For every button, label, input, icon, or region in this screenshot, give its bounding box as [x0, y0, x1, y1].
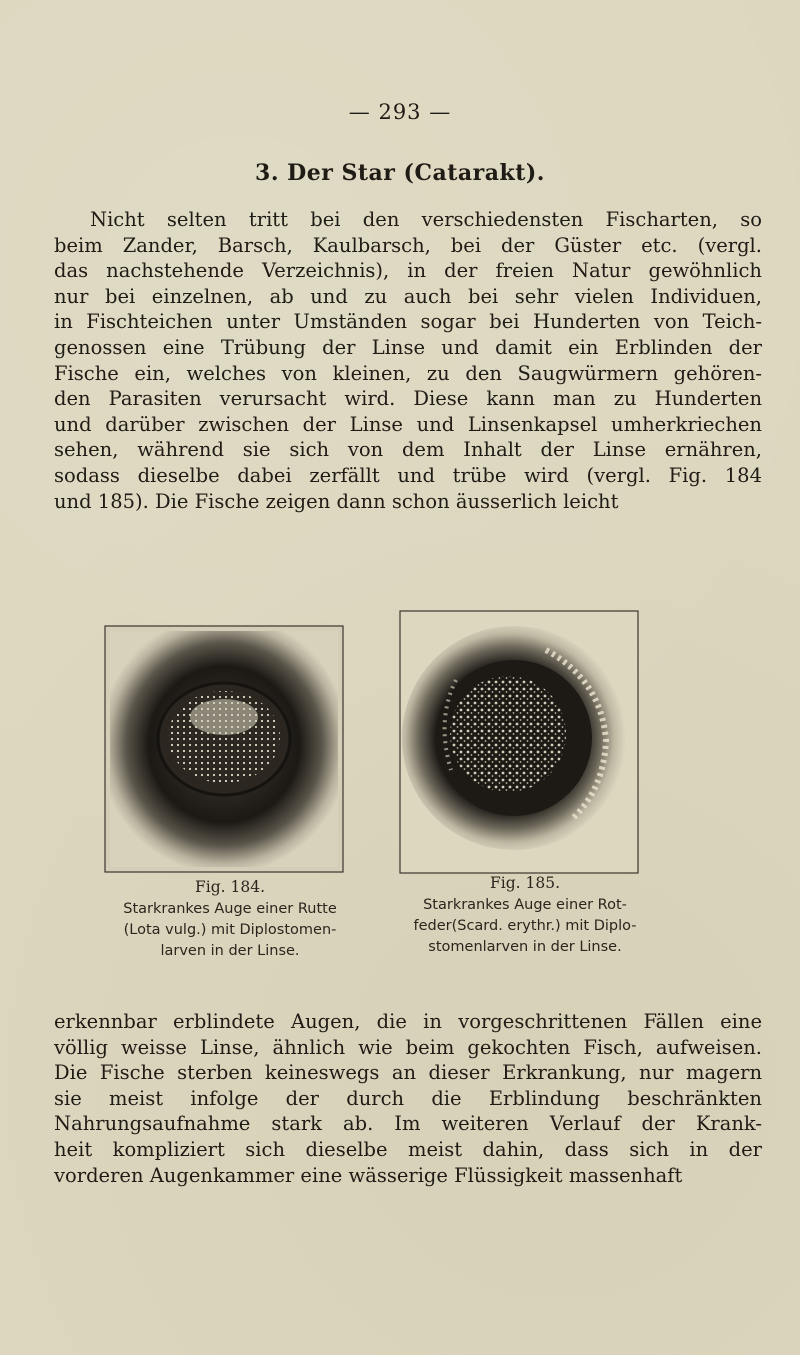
paragraph-line: genossen eine Trübung der Linse und damit ein Erblinden der [54, 335, 762, 359]
caption-line: Starkrankes Auge einer Rutte [123, 901, 337, 917]
figure-185-caption [380, 873, 670, 958]
paragraph-line: heit kompliziert sich dieselbe meist dahin, dass sich in der [54, 1137, 762, 1161]
paragraph-line: Nahrungsaufnahme stark ab. Im weiteren Verlauf der Krank- [54, 1112, 762, 1136]
paragraph-line: und darüber zwischen der Linse und Linsenkapsel umherkriechen [54, 412, 762, 436]
figure-184-eye-illustration [104, 617, 346, 875]
caption-line: stomenlarven in der Linse. [428, 939, 622, 955]
figure-184-caption [100, 877, 360, 962]
paragraph-line: sodass dieselbe dabei zerfällt und trübe wird (vergl. Fig. 184 [54, 463, 762, 487]
page-number: — 293 — [348, 100, 452, 124]
paragraph-line: vorderen Augenkammer eine wässerige Flüssigkeit massenhaft [54, 1163, 683, 1187]
paragraph-line: Fische ein, welches von kleinen, zu den Saugwürmern gehören- [54, 361, 762, 385]
caption-line: larven in der Linse. [160, 943, 300, 959]
paragraph-line: das nachstehende Verzeichnis), in der freien Natur gewöhnlich [54, 259, 762, 283]
figure-label: Fig. 185. [490, 874, 560, 892]
paragraph-1 [54, 207, 762, 514]
paragraph-line: Die Fische sterben keineswegs an dieser Erkrankung, nur magern [54, 1061, 762, 1085]
caption-line: Starkrankes Auge einer Rot- [423, 897, 627, 913]
figure-label: Fig. 184. [195, 878, 265, 896]
paragraph-line: völlig weisse Linse, ähnlich wie beim gekochten Fisch, aufweisen. [54, 1035, 762, 1059]
paragraph-2 [54, 1009, 762, 1188]
paragraph-line: sie meist infolge der durch die Erblindung beschränkten [54, 1086, 762, 1110]
paragraph-line: nur bei einzelnen, ab und zu auch bei sehr vielen Individuen, [54, 284, 762, 308]
paragraph-line: sehen, während sie sich von dem Inhalt der Linse ernähren, [54, 438, 762, 462]
figure-185-eye-illustration [396, 610, 642, 876]
section-title: 3. Der Star (Catarakt). [255, 160, 545, 186]
paragraph-line: erkennbar erblindete Augen, die in vorgeschrittenen Fällen eine [54, 1010, 762, 1033]
caption-line: feder(Scard. erythr.) mit Diplo- [413, 918, 637, 934]
paragraph-line: Nicht selten tritt bei den verschiedensten Fischarten, so [90, 208, 762, 231]
paragraph-line: und 185). Die Fische zeigen dann schon äusserlich leicht [54, 489, 619, 513]
caption-line: (Lota vulg.) mit Diplostomen- [123, 922, 337, 938]
paragraph-line: den Parasiten verursacht wird. Diese kann man zu Hunderten [54, 387, 762, 411]
paragraph-line: in Fischteichen unter Umständen sogar bei Hunderten von Teich- [54, 310, 762, 334]
paragraph-line: beim Zander, Barsch, Kaulbarsch, bei der Güster etc. (vergl. [54, 233, 762, 257]
